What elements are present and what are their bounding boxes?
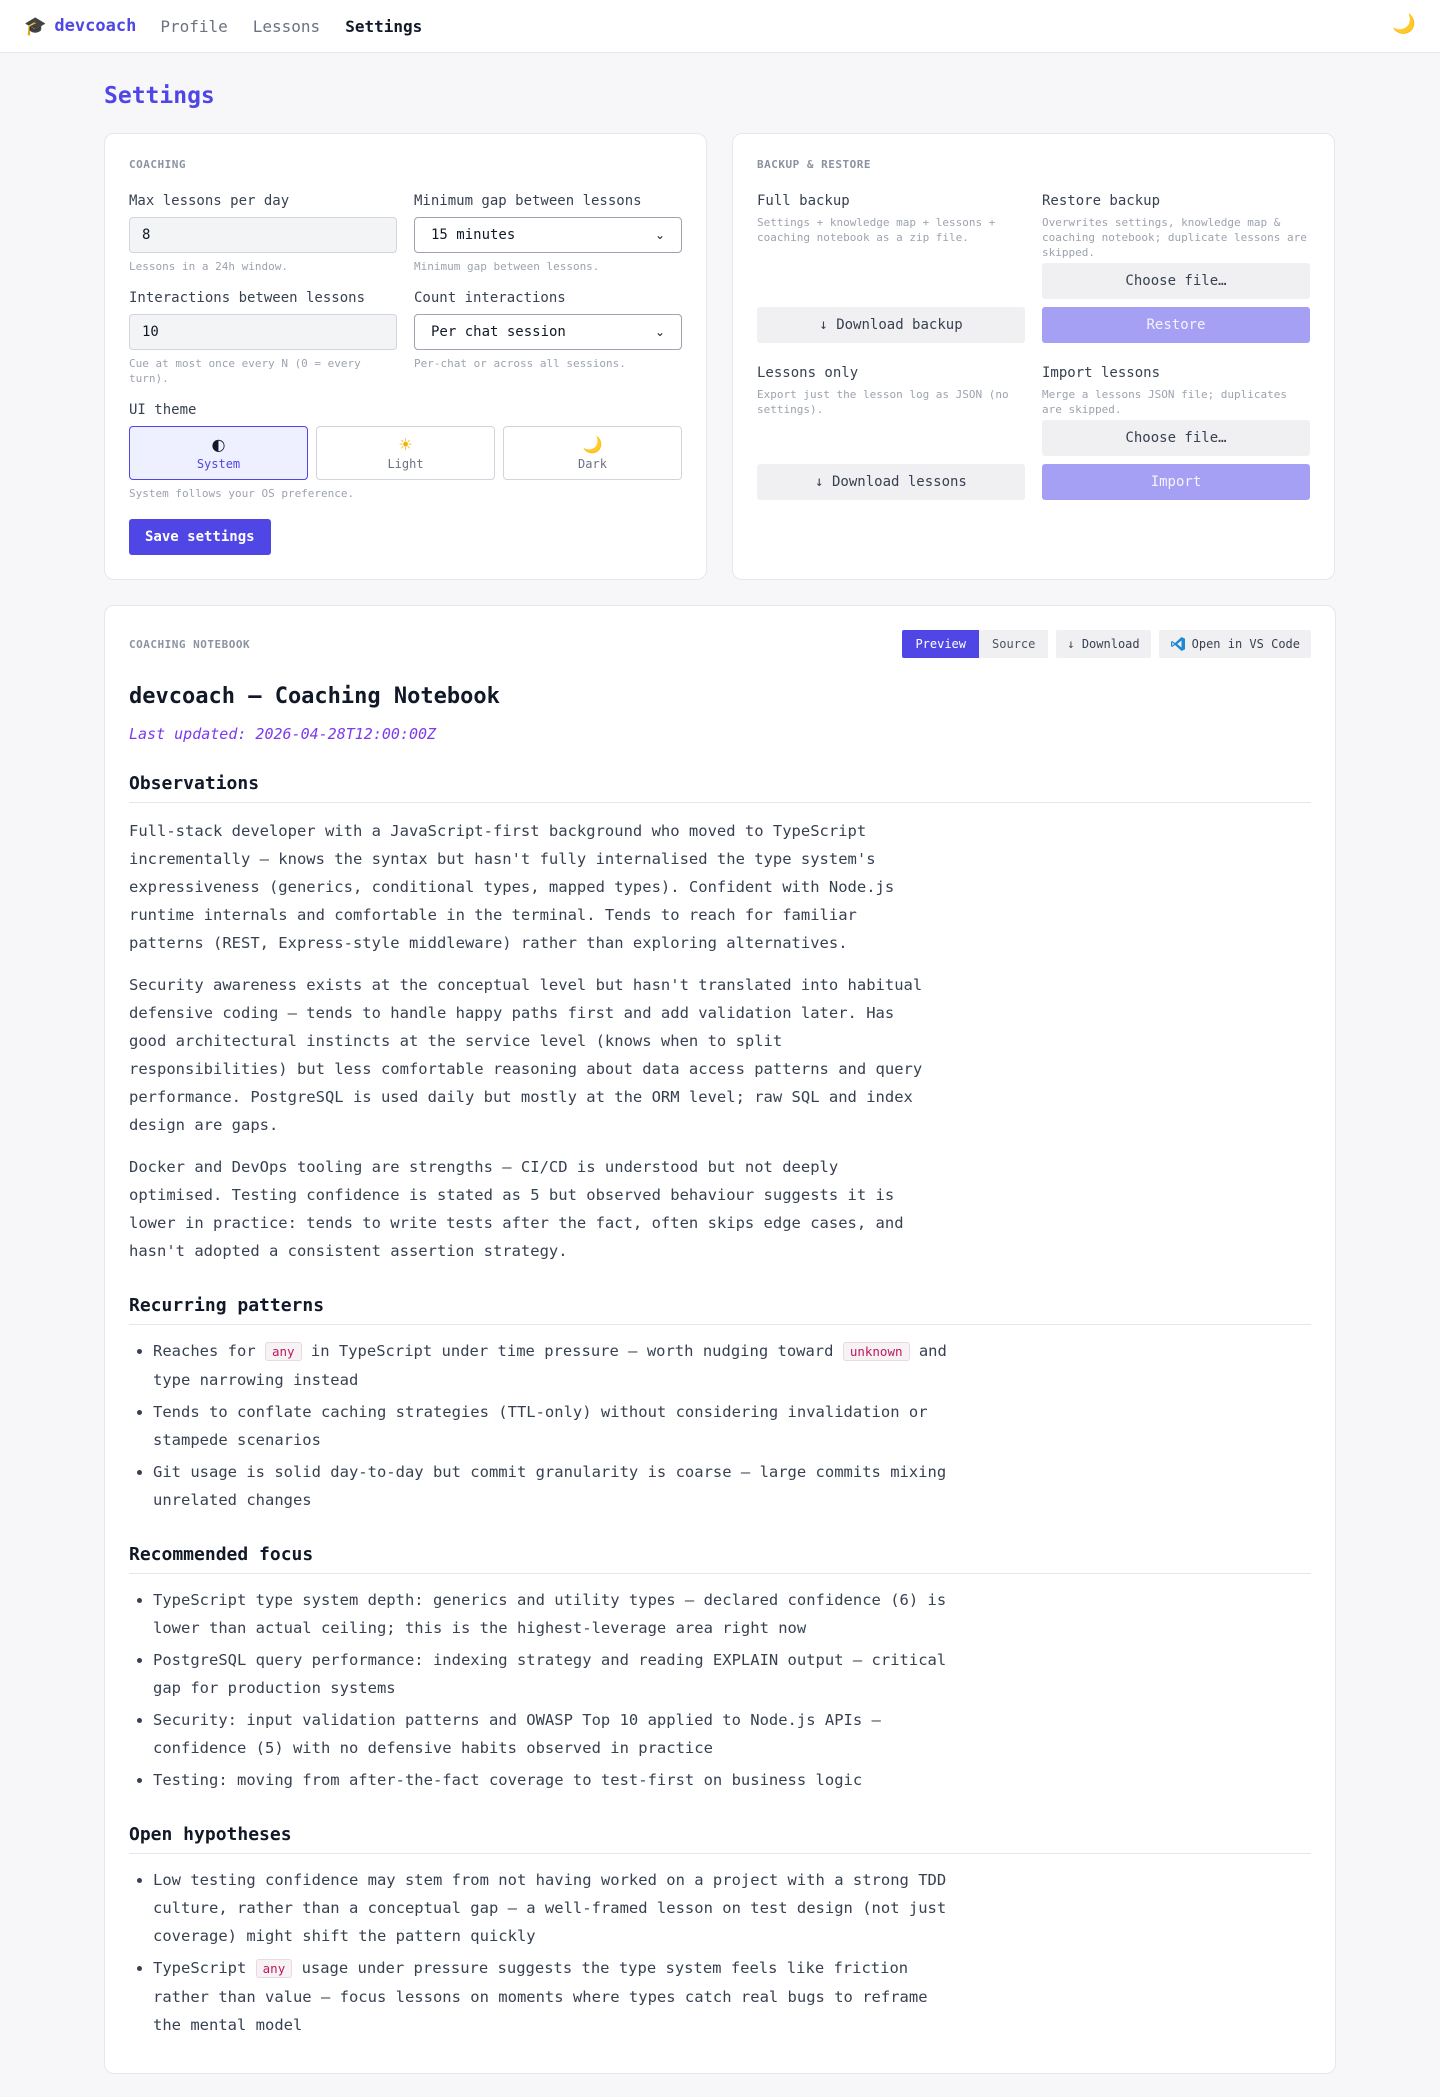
count-select[interactable] [414, 314, 682, 350]
interactions-field [129, 290, 397, 386]
open-hypotheses-heading: Open hypotheses [129, 1824, 1311, 1854]
min-gap-value: 15 minutes [431, 227, 516, 243]
recurring-patterns-list [129, 1337, 1311, 1514]
moon-icon: 🌙 [582, 434, 603, 454]
vscode-icon [1170, 636, 1186, 652]
max-lessons-hint: Lessons in a 24h window. [129, 260, 288, 273]
brand-name: devcoach [54, 16, 137, 36]
list-item: • Tends to conflate caching strategies (TTL-only) without considering invalidation or stampede scenarios [153, 1398, 953, 1454]
save-settings-button[interactable]: Save settings [129, 519, 271, 555]
list-item: • Reaches for any in TypeScript under time pressure — worth nudging toward unknown and type narrowing instead [153, 1337, 953, 1394]
backup-card [732, 133, 1335, 580]
list-item: • PostgreSQL query performance: indexing strategy and reading EXPLAIN output — critical gap for production systems [153, 1646, 953, 1702]
sun-icon: ☀ [398, 434, 413, 454]
download-backup-button[interactable]: ↓ Download backup [757, 307, 1025, 343]
nav-link-lessons[interactable]: Lessons [252, 16, 321, 36]
min-gap-field [414, 193, 682, 274]
graduation-cap-icon: 🎓 [24, 15, 47, 37]
half-circle-icon: ◐ [211, 434, 226, 454]
recommended-focus-list [129, 1586, 1311, 1794]
coaching-section-label: COACHING [129, 158, 186, 171]
ui-theme-label: UI theme [129, 402, 197, 418]
observation-paragraph: Full-stack developer with a JavaScript-first background who moved to TypeScript incrementally — knows the syntax but hasn't fully internalised the type system's expressiveness (generics, conditional types, mapped types). Confident with Node.js runtime internals and comfortable in the terminal. Tends to reach for familiar patterns (REST, Express-style middleware) rather than exploring alternatives. [129, 822, 895, 952]
min-gap-select[interactable] [414, 217, 682, 253]
ui-theme-hint: System follows your OS preference. [129, 487, 355, 500]
open-vscode-label: Open in VS Code [1191, 637, 1300, 651]
choose-backup-file-button[interactable]: Choose file… [1042, 263, 1310, 299]
theme-option-system[interactable] [129, 426, 308, 480]
full-backup-title: Full backup [757, 193, 850, 209]
inline-code: unknown [843, 1342, 910, 1361]
restore-backup-title: Restore backup [1042, 193, 1161, 209]
choose-lessons-file-button[interactable]: Choose file… [1042, 420, 1310, 456]
tab-source[interactable]: Source [979, 630, 1048, 658]
open-vscode-button[interactable] [1159, 630, 1311, 658]
interactions-label: Interactions between lessons [129, 290, 366, 306]
count-value: Per chat session [431, 324, 566, 340]
recommended-focus-heading: Recommended focus [129, 1544, 1311, 1574]
notebook-section-label: COACHING NOTEBOOK [129, 637, 251, 651]
observation-paragraph: Docker and DevOps tooling are strengths — CI/CD is understood but not deeply optimised. Testing confidence is stated as 5 but observed behaviour suggests it is lower in practice: tends to write tests after the fact, often skips edge cases, and hasn't adopted a consistent assertion strategy. [129, 1158, 904, 1260]
page-title: Settings [104, 83, 215, 109]
interactions-input[interactable] [129, 314, 397, 350]
tab-preview[interactable]: Preview [902, 630, 979, 658]
lessons-only-desc: Export just the lesson log as JSON (no settings). [757, 388, 1009, 416]
inline-code: any [256, 1959, 293, 1978]
restore-backup-desc: Overwrites settings, knowledge map & coaching notebook; duplicate lessons are skipped. [1042, 216, 1307, 259]
inline-code: any [265, 1342, 302, 1361]
observation-paragraph: Security awareness exists at the conceptual level but hasn't translated into habitual defensive coding — tends to handle happy paths first and add validation later. Has good architectural instincts at the service level (knows when to split responsibilities) but less comfortable reasoning about data access patterns and query performance. PostgreSQL is used daily but mostly at the ORM level; raw SQL and index design are gaps. [129, 976, 923, 1134]
view-toggle [902, 630, 1048, 658]
theme-option-dark[interactable] [503, 426, 682, 480]
list-item: • TypeScript any usage under pressure suggests the type system feels like friction rather than value — focus lessons on moments where types catch real bugs to reframe the mental model [153, 1954, 953, 2039]
list-item: • Security: input validation patterns and OWASP Top 10 applied to Node.js APIs — confidence (5) with no defensive habits observed in practice [153, 1706, 953, 1762]
nav-link-settings[interactable]: Settings [345, 16, 423, 36]
max-lessons-label: Max lessons per day [129, 193, 290, 209]
backup-section-label: BACKUP & RESTORE [757, 158, 871, 171]
restore-button[interactable]: Restore [1042, 307, 1310, 343]
list-item: • Git usage is solid day-to-day but commit granularity is coarse — large commits mixing unrelated changes [153, 1458, 953, 1514]
chevron-down-icon: ⌄ [654, 228, 665, 242]
max-lessons-field [129, 193, 397, 274]
theme-option-label: Light [387, 456, 424, 471]
observations-heading: Observations [129, 773, 1311, 803]
moon-icon[interactable]: 🌙 [1392, 13, 1416, 35]
notebook-title: devcoach — Coaching Notebook [129, 684, 500, 709]
interactions-hint: Cue at most once every N (0 = every turn). [129, 357, 361, 385]
recurring-patterns-heading: Recurring patterns [129, 1295, 1311, 1325]
list-item: • TypeScript type system depth: generics and utility types — declared confidence (6) is lower than actual ceiling; this is the highest-leverage area right now [153, 1586, 953, 1642]
list-item: • Low testing confidence may stem from not having worked on a project with a strong TDD culture, rather than a conceptual gap — a well-framed lesson on test design (not just coverage) might shift the pattern quickly [153, 1866, 953, 1950]
top-nav [0, 0, 1440, 53]
import-lessons-block [1042, 365, 1310, 500]
theme-option-label: System [196, 456, 241, 471]
import-lessons-title: Import lessons [1042, 365, 1161, 381]
coaching-card [104, 133, 707, 580]
open-hypotheses-list [129, 1866, 1311, 2039]
theme-options [129, 426, 682, 480]
notebook-updated: Last updated: 2026-04-28T12:00:00Z [129, 725, 437, 743]
count-hint: Per-chat or across all sessions. [414, 357, 626, 370]
theme-option-label: Dark [578, 456, 607, 471]
coaching-notebook-card [104, 605, 1336, 2074]
min-gap-label: Minimum gap between lessons [414, 193, 642, 209]
main-content [104, 53, 1336, 2074]
max-lessons-input[interactable] [129, 217, 397, 253]
download-lessons-button[interactable]: ↓ Download lessons [757, 464, 1025, 500]
brand[interactable] [24, 16, 136, 37]
download-notebook-button[interactable]: ↓ Download [1056, 630, 1150, 658]
min-gap-hint: Minimum gap between lessons. [414, 260, 600, 273]
chevron-down-icon: ⌄ [654, 325, 665, 339]
import-button[interactable]: Import [1042, 464, 1310, 500]
lessons-only-title: Lessons only [757, 365, 859, 381]
full-backup-desc: Settings + knowledge map + lessons + coaching notebook as a zip file. [757, 216, 996, 244]
theme-option-light[interactable] [316, 426, 495, 480]
notebook-toolbar [902, 630, 1311, 658]
lessons-only-block [757, 365, 1025, 500]
restore-backup-block [1042, 193, 1310, 343]
full-backup-block [757, 193, 1025, 343]
import-lessons-desc: Merge a lessons JSON file; duplicates are skipped. [1042, 388, 1288, 416]
list-item: • Testing: moving from after-the-fact coverage to test-first on business logic [153, 1766, 953, 1794]
count-field [414, 290, 682, 386]
count-label: Count interactions [414, 290, 566, 306]
nav-link-profile[interactable]: Profile [160, 16, 228, 36]
